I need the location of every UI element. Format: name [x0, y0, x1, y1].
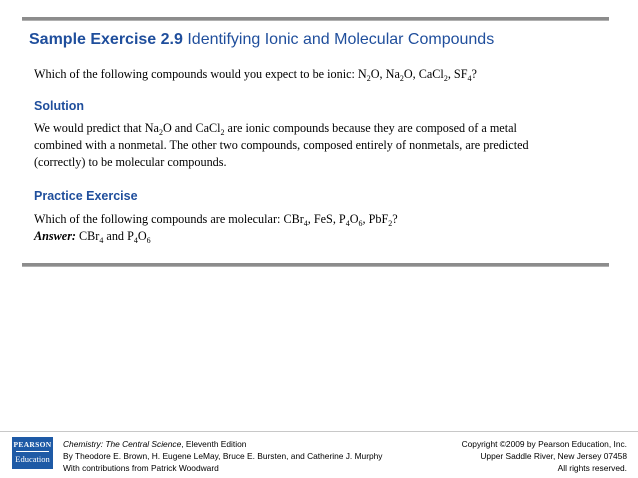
title-exercise-number: Sample Exercise 2.9 — [29, 31, 183, 48]
practice-heading: Practice Exercise — [34, 189, 138, 203]
top-rule — [22, 17, 609, 21]
rights-reserved: All rights reserved. — [557, 463, 627, 473]
question-text: Which of the following compounds would you expect to be ionic: $N_2O$, $Na_2O$, CaCl$_2$, $SF_4$? — [34, 67, 477, 83]
practice-text: Which of the following compounds are molecular: CBr$_4$, FeS, $P_4O_6$, PbF$_2$? Answer: CBr$_4$ and $P_4O_6$ — [34, 212, 398, 245]
copyright: Copyright ©2009 by Pearson Education, Inc. — [461, 439, 627, 449]
answer-label: Answer: — [34, 229, 76, 243]
authors: By Theodore E. Brown, H. Eugene LeMay, Bruce E. Bursten, and Catherine J. Murphy — [63, 451, 383, 461]
solution-heading: Solution — [34, 99, 84, 113]
publisher-address: Upper Saddle River, New Jersey 07458 — [480, 451, 627, 461]
compound-list: $N_2O$, $Na_2O$, CaCl$_2$, $SF_4$? — [357, 67, 477, 83]
page-title — [29, 31, 494, 49]
footer-divider — [0, 431, 638, 432]
contributions: With contributions from Patrick Woodward — [63, 463, 219, 473]
pearson-logo: PEARSON Education — [12, 437, 53, 469]
book-credit: Chemistry: The Central Science, Eleventh Edition — [63, 439, 247, 449]
title-topic: Identifying Ionic and Molecular Compounds — [187, 31, 495, 48]
solution-text: We would predict that $Na_2O$ and CaCl$_2$ are ionic compounds because they are composed of a metal combined with a nonmetal. The other two compounds, composed entirely of nonmetals, are predicted (correctly) to be molecular compounds. — [34, 121, 529, 169]
bottom-rule — [22, 263, 609, 267]
